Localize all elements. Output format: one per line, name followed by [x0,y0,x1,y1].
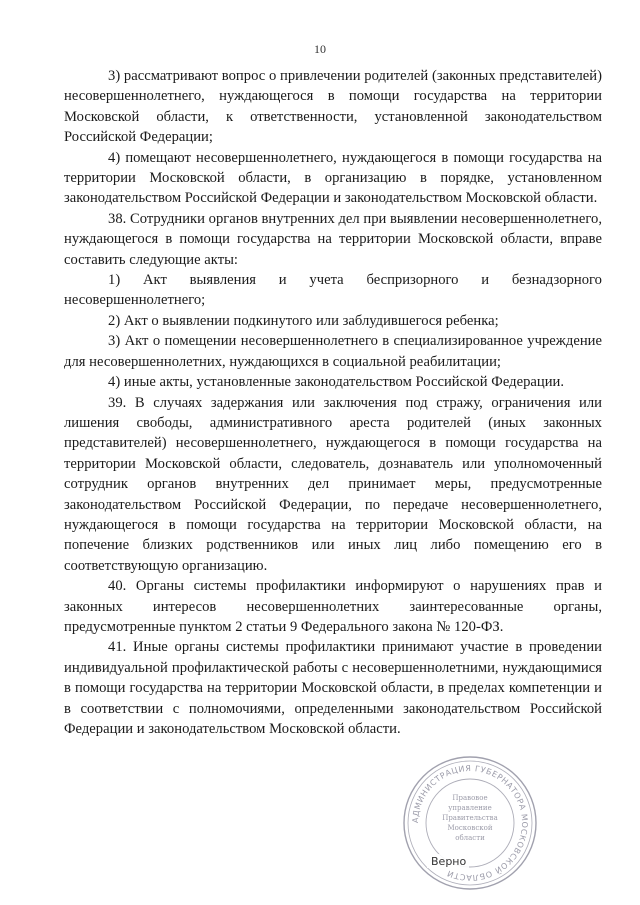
stamp-line: Правительства [442,814,498,822]
stamp-line: управление [448,804,492,812]
paragraph-40: 40. Органы системы профилактики информируют о нарушениях прав и законных интересов несовершеннолетних заинтересованные органы, предусмотренные пунктом 2 статьи 9 Федерального закона № 120-ФЗ. [64,578,602,635]
paragraph-38-act-3: 3) Акт о помещении несовершеннолетнего в специализированное учреждение для несовершеннолетних, нуждающихся в социальной реабилитации; [64,333,602,370]
paragraph-38-act-1: 1) Акт выявления и учета беспризорного и безнадзорного несовершеннолетнего; [64,272,602,309]
page-number: 10 [314,42,326,56]
stamp-seal-icon [401,754,539,892]
stamp-ring-text: АДМИНИСТРАЦИЯ ГУБЕРНАТОРА МОСКОВСКОЙ ОБЛАСТИ [410,763,530,883]
paragraph-38: 38. Сотрудники органов внутренних дел при выявлении несовершеннолетнего, нуждающегося в помощи государства на территории Московской области, вправе составить следующие акты: [64,210,602,268]
paragraph-item-3-liability: 3) рассматривают вопрос о привлечении родителей (законных представителей) несовершеннолетнего, нуждающегося в помощи государства на территории Московской области, к ответственности, установленной законодательством Российской Федерации; [64,68,602,146]
paragraph-item-4-placement: 4) помещают несовершеннолетнего, нуждающегося в помощи государства на территории Московской области, в организацию в порядке, установленном законодательством Российской Федерации и законодательством Московской области. [64,149,602,207]
stamp-line: области [455,834,485,842]
paragraph-39: 39. В случаях задержания или заключения под стражу, ограничения или лишения свободы, административного ареста родителей (иных законных представителей) несовершеннолетнего, нуждающегося в помощи государства на территории Московской области, следователь, дознаватель или уполномоченный сотрудник органов внутренних дел принимает меры, предусмотренные законодательством Российской Федерации, по передаче несовершеннолетнего, нуждающегося в помощи государства на территории Московской области, на попечение близких родственников или иных лиц либо помещению его в соответствующую организацию. [64,394,602,574]
document-body [64,66,602,739]
official-stamp [401,754,539,892]
stamp-verified-label: Верно [431,855,467,868]
paragraph-38-act-2: 2) Акт о выявлении подкинутого или заблудившегося ребенка; [108,312,499,329]
paragraph-41: 41. Иные органы системы профилактики принимают участие в проведении индивидуальной профилактической работы с несовершеннолетними, нуждающимися в помощи государства на территории Московской области, в пределах компетенции и в соответствии с полномочиями, определенными законодательством Российской Федерации и законодательством Московской области. [64,639,602,737]
paragraph-38-act-4: 4) иные акты, установленные законодательством Российской Федерации. [108,374,565,391]
stamp-line: Правовое [452,794,488,802]
stamp-line: Московской [447,824,493,832]
